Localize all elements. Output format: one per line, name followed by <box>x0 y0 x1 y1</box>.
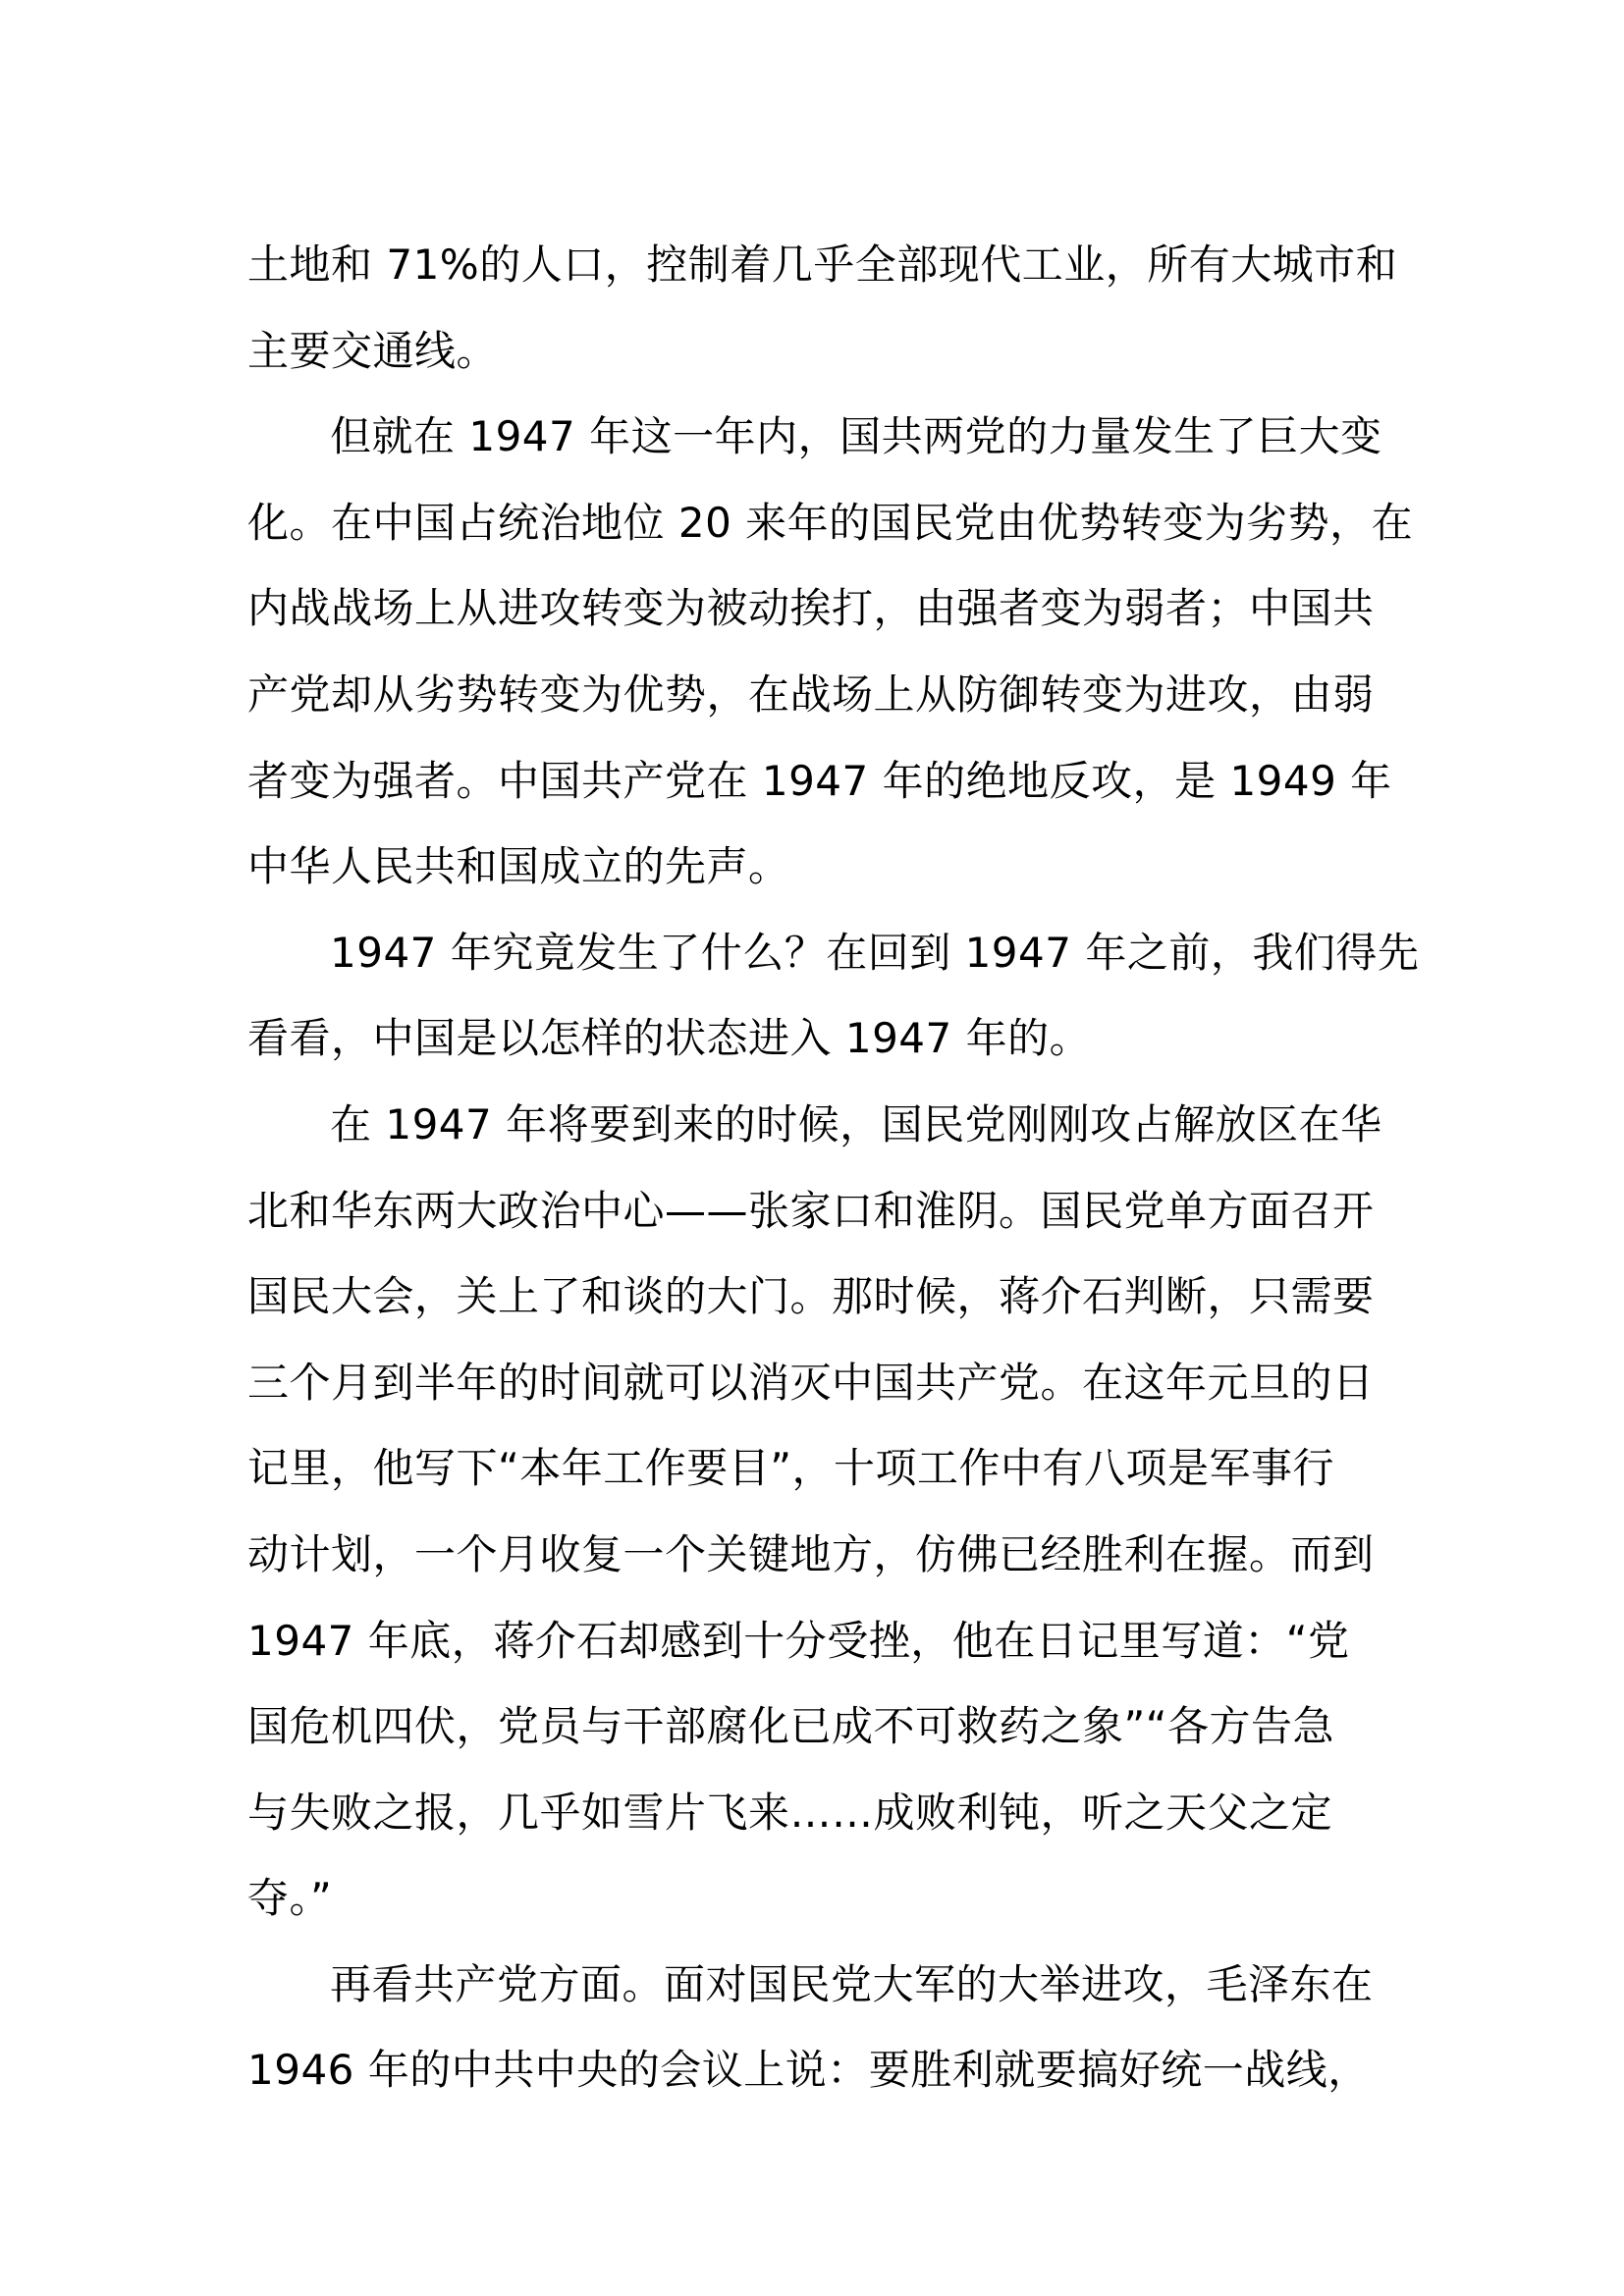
text-line: 国民大会，关上了和谈的大门。那时候，蒋介石判断，只需要 <box>247 1272 1375 1321</box>
text-line: 国危机四伏，党员与干部腐化已成不可救药之象”“各方告急 <box>247 1702 1335 1751</box>
text-line: 与失败之报，几乎如雪片飞来……成败利钝，听之天父之定 <box>247 1788 1333 1837</box>
paragraph-start-line: 但就在 1947 年这一年内，国共两党的力量发生了巨大变 <box>330 412 1382 461</box>
text-line: 三个月到半年的时间就可以消灭中国共产党。在这年元旦的日 <box>247 1358 1375 1407</box>
text-line: 化。在中国占统治地位 20 来年的国民党由优势转变为劣势，在 <box>247 498 1414 547</box>
text-line: 内战战场上从进攻转变为被动挨打，由强者变为弱者；中国共 <box>247 584 1375 633</box>
text-line: 中华人民共和国成立的先声。 <box>247 842 790 891</box>
body-text <box>247 222 1420 2113</box>
text-line: 产党却从劣势转变为优势，在战场上从防御转变为进攻，由弱 <box>247 669 1375 719</box>
text-line: 土地和 71%的人口，控制着几乎全部现代工业，所有大城市和 <box>247 240 1398 289</box>
paragraph-start-line: 1947 年究竟发生了什么？在回到 1947 年之前，我们得先 <box>330 928 1420 977</box>
text-line: 记里，他写下“本年工作要目”，十项工作中有八项是军事行 <box>247 1444 1335 1493</box>
paragraph-start-line: 再看共产党方面。面对国民党大军的大举进攻，毛泽东在 <box>330 1959 1374 2008</box>
text-line: 看看，中国是以怎样的状态进入 1947 年的。 <box>247 1014 1092 1063</box>
text-line: 1947 年底，蒋介石却感到十分受挫，他在日记里写道：“党 <box>247 1616 1350 1665</box>
paragraph-start-line: 在 1947 年将要到来的时候，国民党刚刚攻占解放区在华 <box>330 1099 1382 1148</box>
text-line: 动计划，一个月收复一个关键地方，仿佛已经胜利在握。而到 <box>247 1529 1375 1578</box>
text-line: 北和华东两大政治中心——张家口和淮阴。国民党单方面召开 <box>247 1186 1375 1235</box>
text-line: 夺。” <box>247 1874 333 1923</box>
text-line: 者变为强者。中国共产党在 1947 年的绝地反攻，是 1949 年 <box>247 756 1392 805</box>
text-line: 1946 年的中共中央的会议上说：要胜利就要搞好统一战线， <box>247 2046 1370 2095</box>
text-line: 主要交通线。 <box>247 326 499 375</box>
